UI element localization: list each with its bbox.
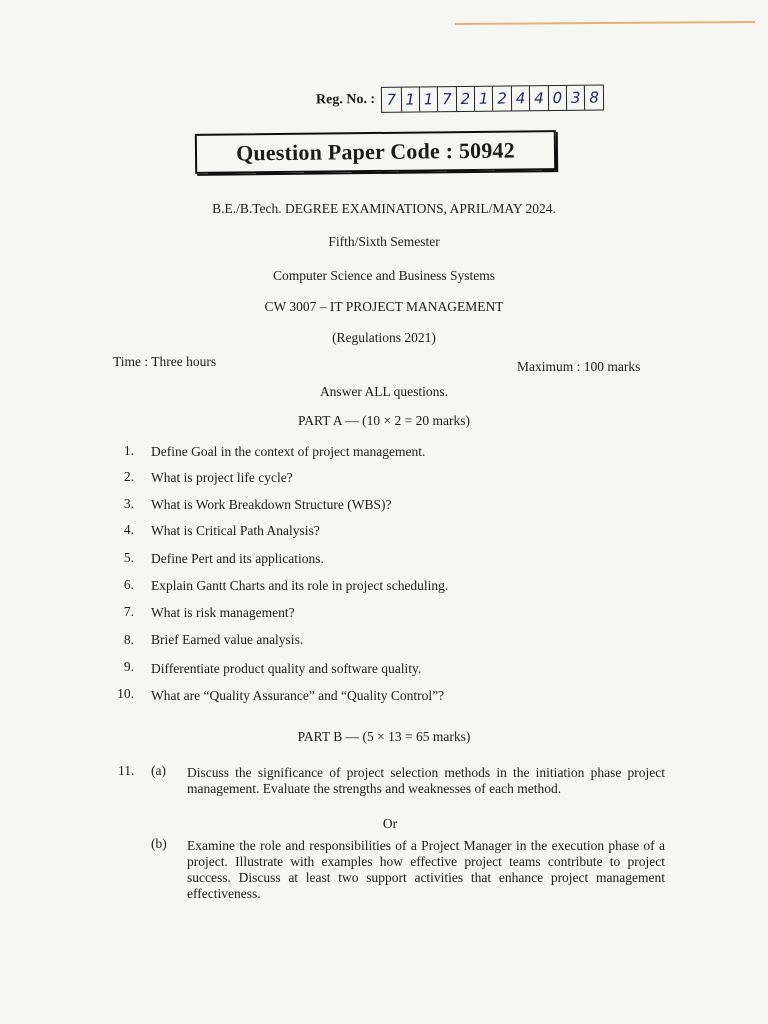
question-text: What is risk management? <box>151 605 295 620</box>
sub-question-label-a: (a) <box>151 763 166 778</box>
question-text: What is project life cycle? <box>151 470 293 485</box>
register-number-boxes <box>381 84 604 112</box>
question-number: 4. <box>123 522 134 537</box>
regulations: (Regulations 2021) <box>332 330 436 345</box>
question-11a-text: Discuss the significance of project selection methods in the initiation phase project management. Evaluate the strengths and weaknesses of each method. <box>187 765 665 796</box>
question-paper-code: Question Paper Code : 50942 <box>235 137 516 166</box>
register-digit: 8 <box>584 86 603 110</box>
question-11b-text: Examine the role and responsibilities of a Project Manager in the execution phase of a project. Illustrate with examples how effective project teams contribute to project success. Discuss at least two support activities that enhance project management effectiveness. <box>187 838 665 901</box>
question-number: 10. <box>117 686 134 701</box>
register-digit: 7 <box>437 87 456 111</box>
question-text: What is Critical Path Analysis? <box>151 523 320 538</box>
question-text: Differentiate product quality and software quality. <box>151 661 422 676</box>
instruction: Answer ALL questions. <box>319 384 449 399</box>
register-digit: 1 <box>474 87 493 111</box>
question-number: 6. <box>123 577 134 592</box>
register-digit: 4 <box>529 86 548 110</box>
question-text: Brief Earned value analysis. <box>151 632 304 647</box>
question-number: 8. <box>123 632 134 647</box>
question-number: 1. <box>123 443 134 458</box>
question-number: 9. <box>123 659 134 674</box>
part-b-title: PART B — (5 × 13 = 65 marks) <box>297 729 471 744</box>
register-digit: 3 <box>566 86 585 110</box>
register-digit: 0 <box>547 86 566 110</box>
register-digit: 1 <box>400 87 419 111</box>
register-digit: 4 <box>511 86 530 110</box>
register-digit: 2 <box>456 87 475 111</box>
course-title: CW 3007 – IT PROJECT MANAGEMENT <box>264 299 504 314</box>
register-number-label: Reg. No. : <box>315 91 376 108</box>
question-text: What are “Quality Assurance” and “Quality Control”? <box>151 688 445 703</box>
register-digit: 7 <box>386 90 397 109</box>
question-paper-code-box <box>195 130 556 174</box>
page-edge-line <box>455 21 755 25</box>
question-number: 3. <box>123 496 134 511</box>
question-text: Define Pert and its applications. <box>151 551 324 566</box>
question-text: What is Work Breakdown Structure (WBS)? <box>151 497 392 512</box>
question-text: Define Goal in the context of project management. <box>151 444 426 459</box>
question-text: Explain Gantt Charts and its role in project scheduling. <box>151 578 449 593</box>
question-number: 5. <box>123 550 134 565</box>
part-a-title: PART A — (10 × 2 = 20 marks) <box>298 413 470 428</box>
exam-title: B.E./B.Tech. DEGREE EXAMINATIONS, APRIL/MAY 2024. <box>212 201 556 216</box>
time-duration: Time : Three hours <box>113 354 217 369</box>
maximum-marks: Maximum : 100 marks <box>517 359 641 374</box>
question-number: 11. <box>118 763 135 778</box>
register-digit: 1 <box>419 87 438 111</box>
branch: Computer Science and Business Systems <box>273 268 495 283</box>
register-digit: 2 <box>492 86 511 110</box>
register-number <box>316 84 604 113</box>
semester: Fifth/Sixth Semester <box>328 234 440 249</box>
question-number: 7. <box>123 604 134 619</box>
or-separator: Or <box>382 816 398 831</box>
question-number: 2. <box>123 469 134 484</box>
sub-question-label-b: (b) <box>151 836 167 851</box>
